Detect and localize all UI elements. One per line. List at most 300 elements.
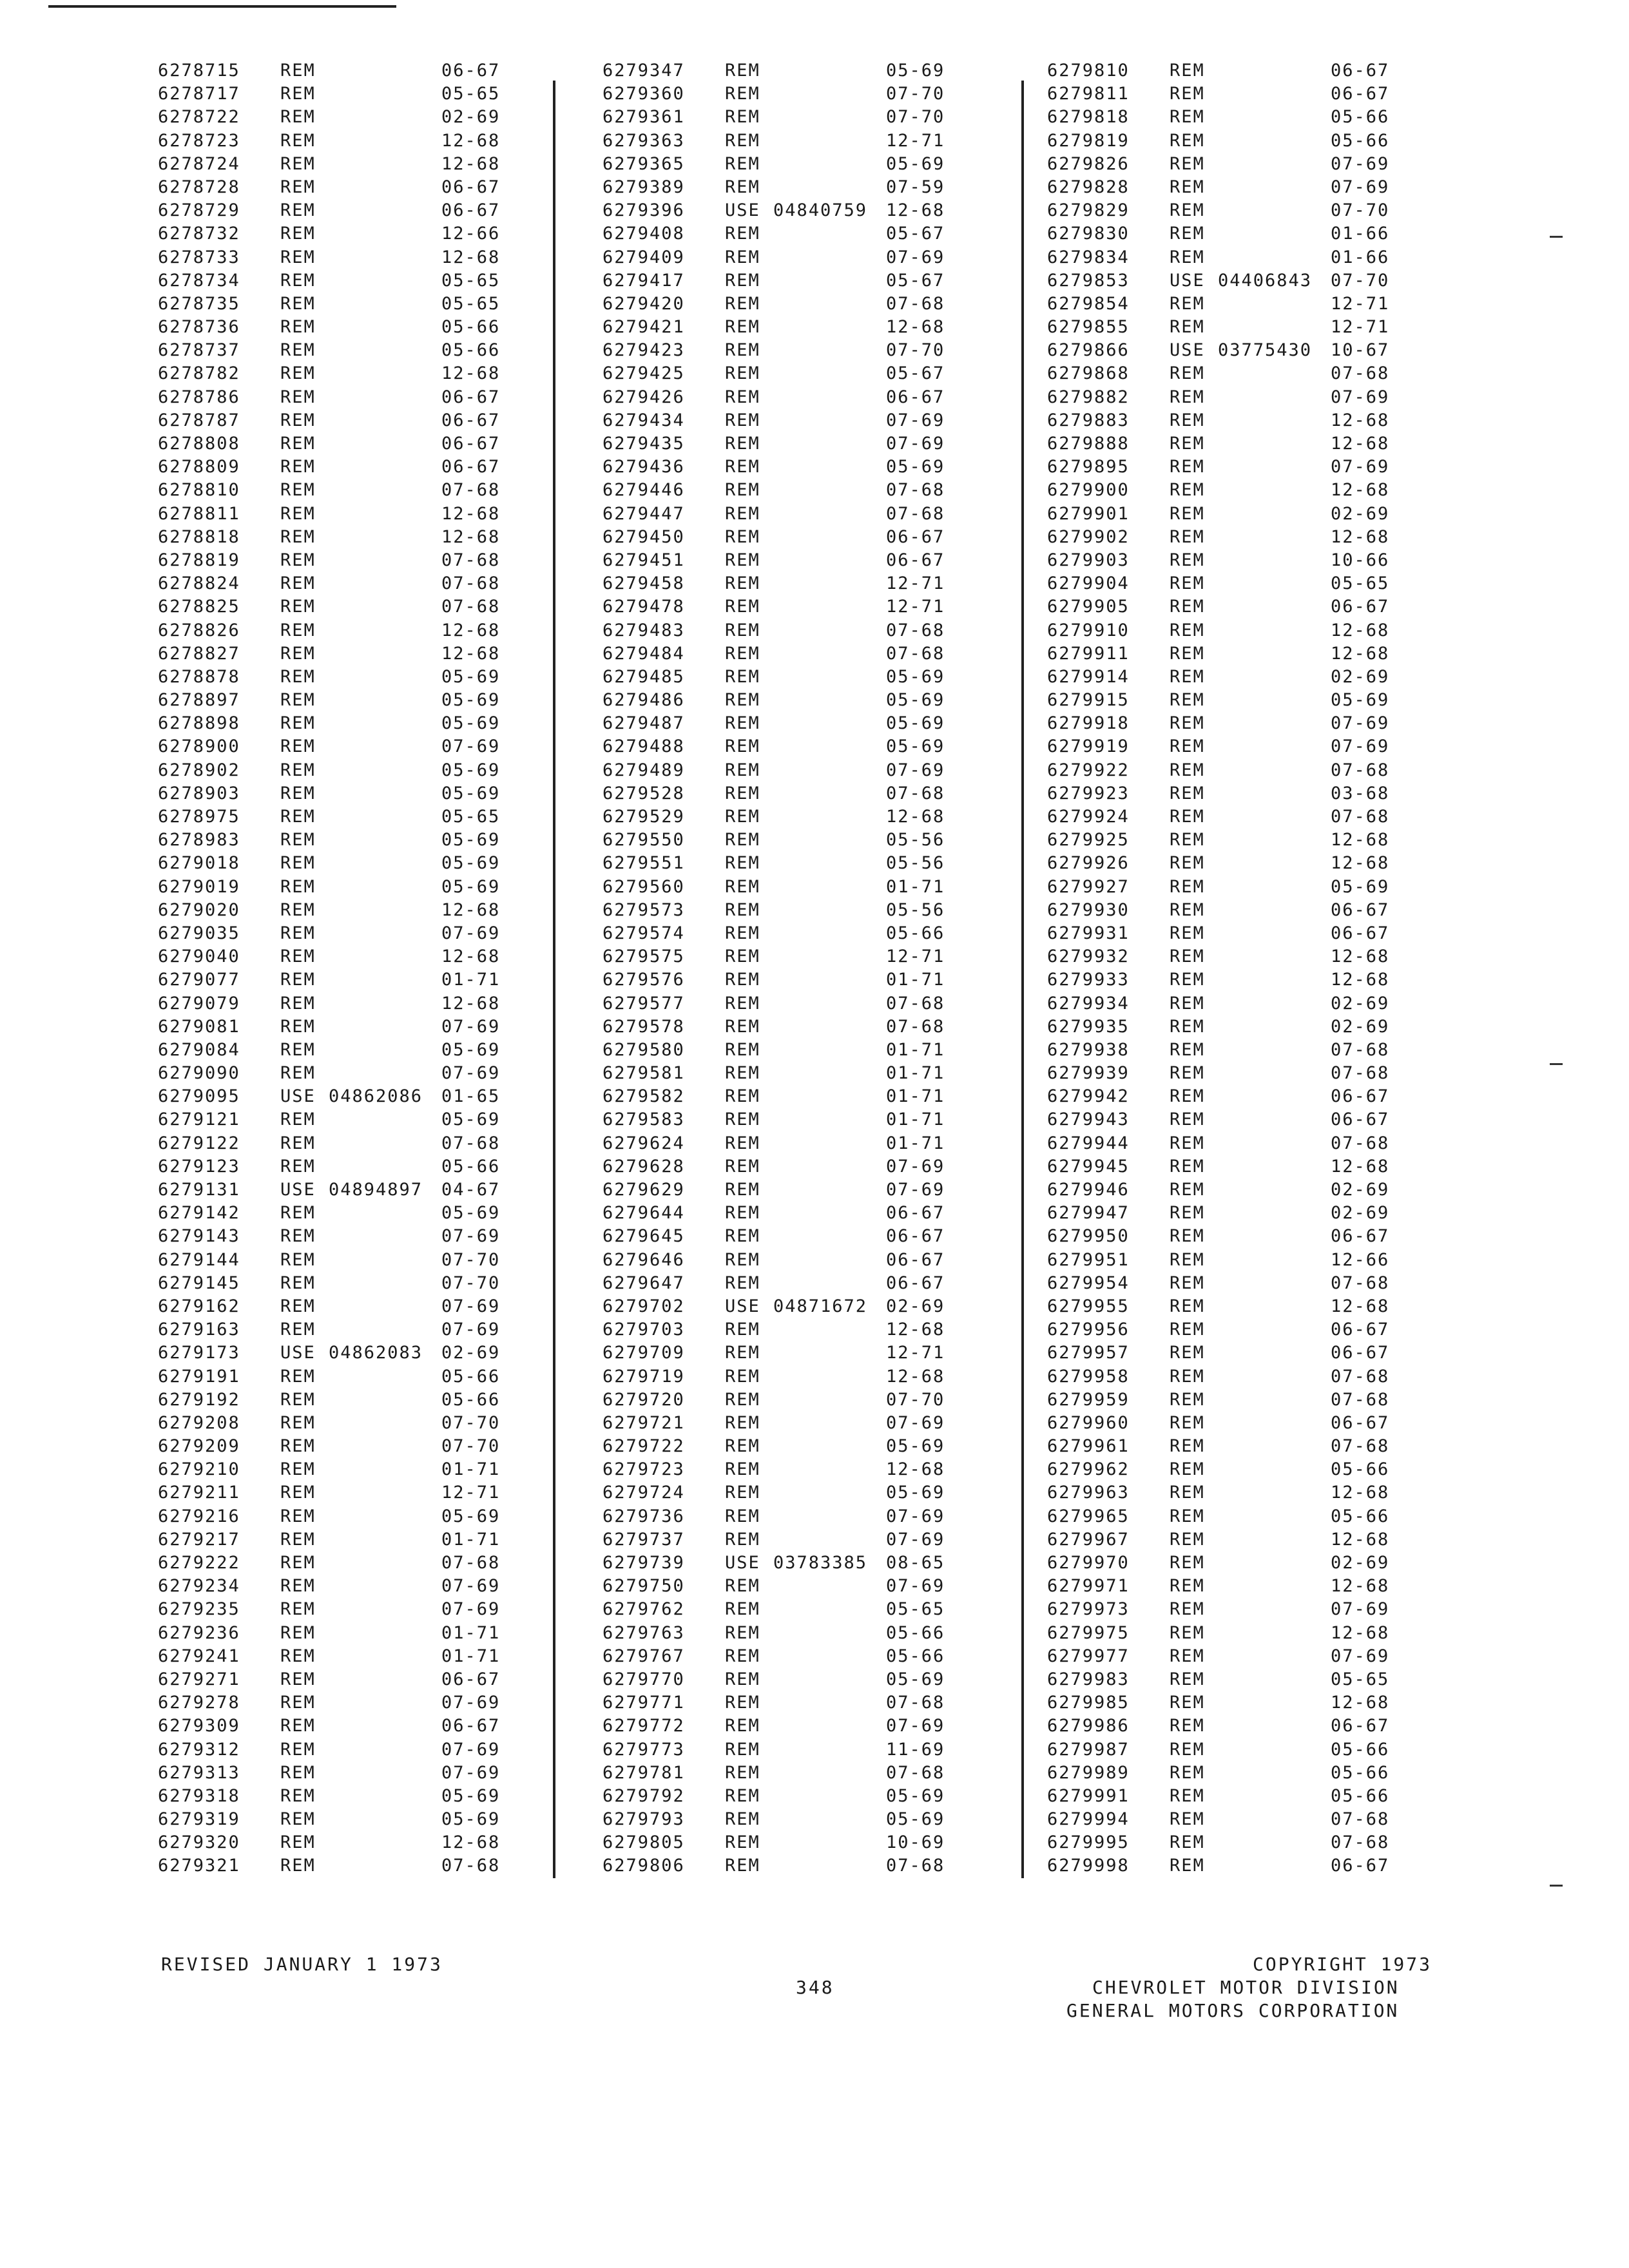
effective-date: 05-65 (441, 807, 501, 827)
part-number: 6279417 (602, 270, 685, 291)
status-code: REM (1170, 1716, 1205, 1736)
part-row (1047, 1365, 1447, 1389)
effective-date: 02-69 (1331, 1203, 1390, 1224)
part-number: 6278825 (158, 597, 240, 617)
part-number: 6279582 (602, 1086, 685, 1107)
part-number: 6279939 (1047, 1063, 1130, 1084)
part-number: 6279409 (602, 247, 685, 267)
part-number: 6279971 (1047, 1576, 1130, 1597)
effective-date: 05-69 (441, 1809, 501, 1830)
replacement-part: 04862083 (329, 1343, 423, 1363)
part-row (158, 666, 557, 689)
effective-date: 06-67 (1331, 1716, 1390, 1736)
status-code: REM (725, 1203, 760, 1224)
part-row (602, 1622, 989, 1645)
part-number: 6279781 (602, 1762, 685, 1783)
part-row (602, 1062, 989, 1085)
part-number: 6279904 (1047, 573, 1130, 594)
part-row (1047, 106, 1447, 129)
status-code: REM (725, 690, 760, 711)
effective-date: 05-69 (886, 1483, 945, 1503)
effective-date: 07-68 (1331, 1063, 1390, 1084)
effective-date: 07-69 (441, 1599, 501, 1620)
status-code: REM (1170, 1459, 1205, 1480)
effective-date: 06-67 (1331, 61, 1390, 81)
part-row (158, 619, 557, 642)
effective-date: 01-71 (441, 1459, 501, 1480)
part-row (158, 1435, 557, 1458)
status-code: REM (280, 597, 316, 617)
part-number: 6279963 (1047, 1483, 1130, 1503)
status-code: REM (1170, 597, 1205, 617)
part-number: 6279035 (158, 923, 240, 943)
status-code: REM (725, 1459, 760, 1480)
part-row (158, 1505, 557, 1528)
effective-date: 07-68 (1331, 1389, 1390, 1410)
part-row (602, 293, 989, 316)
part-row (158, 386, 557, 409)
part-row (1047, 1062, 1447, 1085)
status-code: REM (725, 293, 760, 314)
effective-date: 06-67 (441, 1716, 501, 1736)
part-number: 6279736 (602, 1506, 685, 1526)
part-row (1047, 1808, 1447, 1831)
part-row (1047, 829, 1447, 852)
part-row (1047, 1249, 1447, 1272)
status-code: REM (725, 1436, 760, 1457)
effective-date: 12-68 (441, 503, 501, 524)
status-code: REM (280, 1506, 316, 1526)
effective-date: 05-69 (441, 1039, 501, 1060)
effective-date: 05-69 (886, 713, 945, 734)
part-number: 6279529 (602, 807, 685, 827)
part-number: 6279580 (602, 1039, 685, 1060)
part-row (158, 1341, 557, 1365)
effective-date: 06-67 (441, 1669, 501, 1689)
part-row (1047, 899, 1447, 922)
effective-date: 07-69 (441, 1063, 501, 1084)
part-number: 6279922 (1047, 760, 1130, 780)
part-row (1047, 735, 1447, 758)
status-code: REM (280, 666, 316, 687)
part-row (602, 1155, 989, 1178)
status-code: REM (1170, 1669, 1205, 1689)
status-code: REM (280, 1412, 316, 1433)
effective-date: 07-68 (1331, 807, 1390, 827)
part-number: 6279925 (1047, 830, 1130, 850)
part-row (158, 176, 557, 199)
part-number: 6279478 (602, 597, 685, 617)
status-code: REM (280, 1226, 316, 1247)
part-row (158, 829, 557, 852)
status-code: REM (1170, 1203, 1205, 1224)
part-row (158, 1039, 557, 1062)
status-code: REM (1170, 1389, 1205, 1410)
part-row (158, 572, 557, 595)
effective-date: 07-68 (886, 503, 945, 524)
part-number: 6278975 (158, 807, 240, 827)
part-row (158, 409, 557, 432)
margin-mark (1550, 1063, 1563, 1065)
part-row (602, 1318, 989, 1341)
effective-date: 12-66 (441, 224, 501, 244)
replacement-part: 04871672 (773, 1296, 868, 1316)
part-number: 6279923 (1047, 783, 1130, 803)
status-code: REM (280, 177, 316, 197)
status-code: REM (280, 270, 316, 291)
effective-date: 07-70 (441, 1436, 501, 1457)
part-number: 6279933 (1047, 970, 1130, 990)
effective-date: 12-68 (1331, 526, 1390, 547)
effective-date: 05-65 (1331, 1669, 1390, 1689)
part-row (158, 922, 557, 945)
effective-date: 05-66 (886, 1622, 945, 1643)
status-code: REM (280, 503, 316, 524)
part-number: 6279079 (158, 993, 240, 1014)
part-number: 6279145 (158, 1273, 240, 1293)
part-row (158, 992, 557, 1015)
part-number: 6279819 (1047, 130, 1130, 151)
part-row (602, 1831, 989, 1854)
effective-date: 05-66 (441, 1389, 501, 1410)
part-row (602, 595, 989, 619)
part-row (602, 386, 989, 409)
status-code: REM (1170, 363, 1205, 384)
status-code: REM (280, 434, 316, 454)
effective-date: 06-67 (886, 1273, 945, 1293)
status-code: REM (1170, 643, 1205, 664)
part-number: 6279724 (602, 1483, 685, 1503)
part-number: 6279944 (1047, 1133, 1130, 1153)
status-code: REM (1170, 1226, 1205, 1247)
status-code: REM (1170, 1809, 1205, 1830)
part-number: 6279866 (1047, 340, 1130, 361)
part-number: 6279321 (158, 1856, 240, 1876)
column-divider-1 (553, 81, 555, 1878)
effective-date: 06-67 (1331, 597, 1390, 617)
effective-date: 06-67 (441, 200, 501, 221)
part-number: 6279967 (1047, 1529, 1130, 1550)
part-number: 6279805 (602, 1832, 685, 1853)
replacement-part: 03775430 (1218, 340, 1313, 361)
part-row (158, 269, 557, 293)
effective-date: 06-67 (886, 1249, 945, 1270)
status-code: REM (725, 1739, 760, 1760)
part-row (602, 153, 989, 176)
status-code: REM (1170, 1483, 1205, 1503)
effective-date: 06-67 (886, 550, 945, 570)
status-code: REM (1170, 480, 1205, 501)
status-code: REM (280, 1016, 316, 1037)
part-row (602, 479, 989, 502)
status-code: REM (1170, 107, 1205, 128)
part-number: 6279854 (1047, 293, 1130, 314)
part-row (158, 595, 557, 619)
effective-date: 05-66 (441, 1156, 501, 1177)
part-number: 6278819 (158, 550, 240, 570)
status-code: REM (1170, 1553, 1205, 1573)
part-number: 6279902 (1047, 526, 1130, 547)
part-number: 6279090 (158, 1063, 240, 1084)
effective-date: 05-65 (441, 84, 501, 104)
status-code: REM (280, 993, 316, 1014)
part-number: 6279191 (158, 1366, 240, 1387)
effective-date: 07-69 (441, 1739, 501, 1760)
part-row (158, 1365, 557, 1389)
status-code: REM (725, 1366, 760, 1387)
effective-date: 12-68 (441, 643, 501, 664)
effective-date: 12-71 (886, 597, 945, 617)
status-code: REM (1170, 503, 1205, 524)
status-code: REM (280, 783, 316, 803)
part-number: 6279309 (158, 1716, 240, 1736)
part-row (602, 1808, 989, 1831)
part-row (1047, 1108, 1447, 1131)
part-row (1047, 759, 1447, 782)
status-code: REM (1170, 783, 1205, 803)
part-number: 6279951 (1047, 1249, 1130, 1270)
status-code: REM (1170, 1180, 1205, 1200)
part-row (1047, 456, 1447, 479)
status-code: REM (725, 1622, 760, 1643)
part-number: 6279624 (602, 1133, 685, 1153)
part-number: 6279722 (602, 1436, 685, 1457)
effective-date: 12-68 (1331, 1622, 1390, 1643)
effective-date: 12-68 (886, 1459, 945, 1480)
part-row (1047, 1622, 1447, 1645)
part-number: 6278902 (158, 760, 240, 780)
part-row (158, 1831, 557, 1854)
part-row (158, 199, 557, 222)
part-number: 6278733 (158, 247, 240, 267)
part-row (158, 968, 557, 992)
part-row (602, 1715, 989, 1738)
status-code: REM (725, 1320, 760, 1340)
effective-date: 12-68 (1331, 1483, 1390, 1503)
part-row (1047, 1202, 1447, 1225)
status-code: REM (1170, 830, 1205, 850)
effective-date: 06-67 (1331, 1110, 1390, 1130)
effective-date: 07-69 (886, 760, 945, 780)
effective-date: 12-68 (441, 247, 501, 267)
effective-date: 02-69 (1331, 993, 1390, 1014)
effective-date: 12-68 (1331, 480, 1390, 501)
part-row (602, 829, 989, 852)
part-number: 6278734 (158, 270, 240, 291)
effective-date: 01-71 (886, 1039, 945, 1060)
column-divider-2 (1021, 81, 1024, 1878)
part-row (1047, 432, 1447, 456)
part-row (1047, 362, 1447, 385)
part-number: 6279900 (1047, 480, 1130, 501)
part-number: 6279312 (158, 1739, 240, 1760)
status-code: REM (280, 970, 316, 990)
part-number: 6279162 (158, 1296, 240, 1316)
part-number: 6279420 (602, 293, 685, 314)
status-code: REM (1170, 993, 1205, 1014)
part-number: 6279911 (1047, 643, 1130, 664)
status-code: REM (280, 200, 316, 221)
part-number: 6279408 (602, 224, 685, 244)
part-number: 6278715 (158, 61, 240, 81)
part-row (1047, 805, 1447, 829)
part-row (1047, 1715, 1447, 1738)
effective-date: 07-68 (1331, 1273, 1390, 1293)
status-code: REM (280, 899, 316, 920)
status-code: REM (725, 363, 760, 384)
effective-date: 05-69 (441, 1203, 501, 1224)
effective-date: 05-66 (1331, 107, 1390, 128)
effective-date: 05-67 (886, 363, 945, 384)
effective-date: 07-69 (886, 1716, 945, 1736)
part-number: 6278983 (158, 830, 240, 850)
effective-date: 07-68 (1331, 1366, 1390, 1387)
effective-date: 01-71 (886, 1133, 945, 1153)
part-row (1047, 1505, 1447, 1528)
part-number: 6278897 (158, 690, 240, 711)
effective-date: 12-68 (1331, 970, 1390, 990)
status-code: REM (280, 573, 316, 594)
part-number: 6279360 (602, 84, 685, 104)
status-code: REM (280, 1483, 316, 1503)
part-row (158, 1318, 557, 1341)
status-code: REM (280, 736, 316, 757)
effective-date: 12-68 (441, 993, 501, 1014)
part-row (1047, 1668, 1447, 1691)
part-number: 6279435 (602, 434, 685, 454)
effective-date: 12-68 (441, 1832, 501, 1853)
effective-date: 06-67 (886, 526, 945, 547)
status-code: REM (1170, 620, 1205, 640)
part-row (602, 1645, 989, 1668)
status-code: REM (725, 153, 760, 174)
part-row (1047, 1178, 1447, 1202)
status-code: REM (1170, 1156, 1205, 1177)
status-code: REM (1170, 1110, 1205, 1130)
part-number: 6279573 (602, 899, 685, 920)
effective-date: 12-68 (886, 317, 945, 338)
part-number: 6278723 (158, 130, 240, 151)
status-code: REM (1170, 1622, 1205, 1643)
effective-date: 06-67 (441, 457, 501, 477)
part-row (1047, 1552, 1447, 1575)
status-code: REM (725, 783, 760, 803)
status-code: REM (280, 830, 316, 850)
part-number: 6279081 (158, 1016, 240, 1037)
effective-date: 07-69 (1331, 736, 1390, 757)
part-row (602, 503, 989, 526)
status-code: REM (1170, 1693, 1205, 1713)
part-number: 6279943 (1047, 1110, 1130, 1130)
status-code: USE (725, 200, 760, 221)
part-number: 6279826 (1047, 153, 1130, 174)
part-row (1047, 130, 1447, 153)
part-number: 6279084 (158, 1039, 240, 1060)
effective-date: 10-69 (886, 1832, 945, 1853)
status-code: REM (725, 317, 760, 338)
status-code: REM (725, 1016, 760, 1037)
effective-date: 07-68 (886, 1016, 945, 1037)
part-row (1047, 1854, 1447, 1878)
part-row (1047, 1528, 1447, 1552)
part-number: 6279918 (1047, 713, 1130, 734)
status-code: REM (1170, 247, 1205, 267)
effective-date: 07-70 (1331, 200, 1390, 221)
effective-date: 05-67 (886, 270, 945, 291)
status-code: USE (725, 1296, 760, 1316)
effective-date: 12-68 (441, 130, 501, 151)
effective-date: 07-68 (441, 597, 501, 617)
status-code: USE (280, 1343, 316, 1363)
part-number: 6279574 (602, 923, 685, 943)
effective-date: 12-68 (1331, 947, 1390, 967)
effective-date: 07-68 (886, 620, 945, 640)
status-code: REM (1170, 1039, 1205, 1060)
part-row (602, 805, 989, 829)
part-number: 6279806 (602, 1856, 685, 1876)
status-code: REM (280, 1856, 316, 1876)
part-row (158, 1808, 557, 1831)
part-row (1047, 689, 1447, 712)
part-row (1047, 1272, 1447, 1295)
part-number: 6279421 (602, 317, 685, 338)
effective-date: 01-71 (441, 1622, 501, 1643)
part-number: 6279811 (1047, 84, 1130, 104)
effective-date: 07-69 (441, 1296, 501, 1316)
part-number: 6279930 (1047, 899, 1130, 920)
effective-date: 07-68 (886, 783, 945, 803)
part-row (158, 1715, 557, 1738)
effective-date: 05-69 (1331, 876, 1390, 897)
part-number: 6279528 (602, 783, 685, 803)
part-row (602, 572, 989, 595)
part-row (602, 1341, 989, 1365)
effective-date: 12-68 (441, 363, 501, 384)
part-number: 6279488 (602, 736, 685, 757)
part-number: 6279163 (158, 1320, 240, 1340)
part-number: 6278737 (158, 340, 240, 361)
part-row (158, 782, 557, 805)
status-code: REM (280, 1739, 316, 1760)
effective-date: 07-69 (886, 410, 945, 430)
status-code: REM (280, 1203, 316, 1224)
part-number: 6279425 (602, 363, 685, 384)
effective-date: 05-69 (441, 1785, 501, 1806)
part-number: 6279991 (1047, 1785, 1130, 1806)
status-code: REM (725, 970, 760, 990)
part-row (1047, 526, 1447, 549)
part-number: 6279489 (602, 760, 685, 780)
part-number: 6279143 (158, 1226, 240, 1247)
effective-date: 12-68 (1331, 410, 1390, 430)
part-row (1047, 549, 1447, 572)
part-row (158, 899, 557, 922)
effective-date: 07-69 (886, 1180, 945, 1200)
copyright-line-2: CHEVROLET MOTOR DIVISION (1092, 1977, 1400, 1998)
part-row (1047, 222, 1447, 245)
part-row (602, 316, 989, 339)
part-number: 6279771 (602, 1693, 685, 1713)
status-code: REM (280, 807, 316, 827)
copyright-line-3: GENERAL MOTORS CORPORATION (1066, 2000, 1400, 2021)
part-number: 6279278 (158, 1693, 240, 1713)
status-code: REM (280, 1039, 316, 1060)
effective-date: 05-56 (886, 899, 945, 920)
status-code: REM (280, 1809, 316, 1830)
part-row (1047, 1295, 1447, 1318)
effective-date: 01-71 (441, 970, 501, 990)
part-number: 6279739 (602, 1553, 685, 1573)
